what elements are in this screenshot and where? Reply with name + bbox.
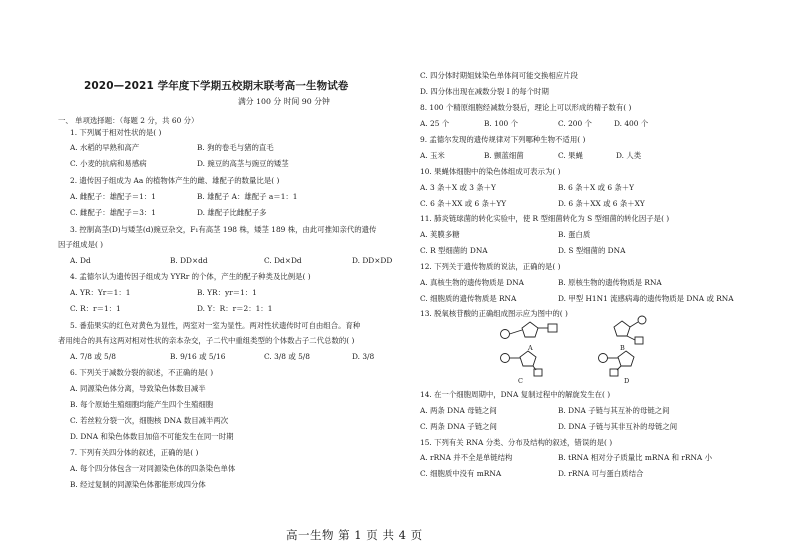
- nucleotide-diagram-c: [498, 348, 558, 378]
- nucleotide-diagram-b: [608, 313, 658, 347]
- q9-option-a: A. 玉米: [420, 151, 445, 160]
- q12-option-d: D. 甲型 H1N1 流感病毒的遗传物质是 DNA 或 RNA: [558, 294, 734, 303]
- diagram-label-a: A: [528, 344, 533, 352]
- q9-option-c: C. 果蝇: [558, 151, 583, 160]
- question-10: 10. 果蝇体细胞中的染色体组成可表示为( ): [420, 167, 561, 176]
- question-11: 11. 肺炎链球菌的转化实验中，使 R 型细菌转化为 S 型细菌的转化因子是( ): [420, 214, 670, 223]
- question-1: 1. 下列属于相对性状的是( ): [70, 128, 162, 137]
- q8-option-d: D. 400 个: [614, 119, 649, 128]
- q12-option-b: B. 原核生物的遗传物质是 RNA: [558, 278, 662, 287]
- q2-option-d: D. 雄配子比雌配子多: [197, 208, 267, 217]
- q10-option-b: B. 6 条＋X 或 6 条＋Y: [558, 183, 635, 192]
- q6-option-c: C. 若丝粒分裂一次，细胞核 DNA 数目减半两次: [70, 416, 229, 425]
- q2-option-b: B. 雄配子 A：雄配子 a＝1：1: [197, 192, 298, 201]
- q4-option-d: D. Y：R：r＝2：1：1: [197, 304, 273, 313]
- nucleotide-diagram-a: [498, 319, 568, 343]
- question-5-cont: 者用纯合的具有这两对相对性状的亲本杂交，子二代中重组类型的个体数占子二代总数的( ): [58, 336, 355, 345]
- question-3-cont: 因子组成是( ): [58, 240, 104, 249]
- q6-option-d: D. DNA 和染色体数目加倍不可能发生在同一时期: [70, 432, 234, 441]
- q10-option-a: A. 3 条＋X 或 3 条＋Y: [420, 183, 496, 192]
- q3-option-b: B. DD×dd: [170, 256, 208, 265]
- exam-subtitle: 满分 100 分 时间 90 分钟: [238, 97, 330, 106]
- question-12: 12. 下列关于遗传物质的说法，正确的是( ): [420, 262, 561, 271]
- q3-option-d: D. DD×DD: [352, 256, 393, 265]
- q14-option-b: B. DNA 子链与其互补的母链之间: [558, 406, 670, 415]
- nucleotide-diagram-d: [596, 348, 656, 378]
- diagram-label-c: C: [518, 377, 523, 385]
- question-3: 3. 控制高茎(D)与矮茎(d)豌豆杂交，F₁有高茎 198 株，矮茎 189 株，由此可推知亲代的遗传: [70, 225, 377, 234]
- q14-option-a: A. 两条 DNA 母链之间: [420, 406, 497, 415]
- q1-option-d: D. 豌豆的高茎与豌豆的矮茎: [197, 159, 289, 168]
- q15-option-d: D. rRNA 可与蛋白质结合: [558, 469, 644, 478]
- q15-option-b: B. tRNA 相对分子质量比 mRNA 和 rRNA 小: [558, 453, 713, 462]
- q5-option-a: A. 7/8 或 5/8: [70, 352, 116, 361]
- q15-option-a: A. rRNA 并不全是单链结构: [420, 453, 513, 462]
- q11-option-a: A. 荚膜多糖: [420, 230, 460, 239]
- q7-option-c: C. 四分体时期姐妹染色单体间可能交换相应片段: [420, 71, 578, 80]
- q12-option-c: C. 细胞质的遗传物质是 RNA: [420, 294, 517, 303]
- q3-option-c: C. Dd×Dd: [264, 256, 302, 265]
- diagram-label-d: D: [624, 377, 630, 385]
- diagram-label-b: B: [620, 344, 625, 352]
- question-8: 8. 100 个精原细胞经减数分裂后，理论上可以形成的精子数有( ): [420, 103, 632, 112]
- question-6: 6. 下列关于减数分裂的叙述，不正确的是( ): [70, 368, 214, 377]
- question-7: 7. 下列有关四分体的叙述，正确的是( ): [70, 448, 199, 457]
- q1-option-b: B. 狗的卷毛与猪的直毛: [197, 143, 274, 152]
- q9-option-d: D. 人类: [616, 151, 642, 160]
- question-2: 2. 遗传因子组成为 Aa 的植物体产生的雌、雄配子的数量比是( ): [70, 176, 280, 185]
- q8-option-b: B. 100 个: [484, 119, 518, 128]
- q7-option-d: D. 四分体出现在减数分裂 I 的每个时期: [420, 87, 549, 96]
- q5-option-b: B. 9/16 或 5/16: [170, 352, 226, 361]
- q11-option-b: B. 蛋白质: [558, 230, 591, 239]
- q5-option-d: D. 3/8: [352, 352, 375, 361]
- q9-option-b: B. 颤蓝细菌: [484, 151, 524, 160]
- q15-option-c: C. 细胞质中没有 mRNA: [420, 469, 502, 478]
- question-9: 9. 孟德尔发现的遗传规律对下列哪种生物不适用( ): [420, 135, 586, 144]
- q4-option-a: A. YR：Yr＝1：1: [70, 288, 131, 297]
- q10-option-c: C. 6 条＋XX 或 6 条＋YY: [420, 199, 507, 208]
- q2-option-c: C. 雌配子：雄配子＝3：1: [70, 208, 157, 217]
- q12-option-a: A. 真核生物的遗传物质是 DNA: [420, 278, 525, 287]
- q14-option-d: D. DNA 子链与其非互补的母链之间: [558, 422, 678, 431]
- q6-option-b: B. 每个原始生殖细胞均能产生四个生殖细胞: [70, 400, 214, 409]
- q1-option-a: A. 水稻的早熟和高产: [70, 143, 140, 152]
- page-footer: 高一生物 第 1 页 共 4 页: [286, 528, 423, 542]
- q11-option-d: D. S 型细菌的 DNA: [558, 246, 626, 255]
- q5-option-c: C. 3/8 或 5/8: [264, 352, 310, 361]
- question-5: 5. 番茄果实的红色对黄色为显性，两室对一室为显性。两对性状遗传时可自由组合。育种: [70, 321, 361, 330]
- section-heading: 一、 单项选择题：（每题 2 分，共 60 分）: [58, 116, 199, 125]
- question-4: 4. 孟德尔认为遗传因子组成为 YYRr 的个体，产生的配子种类及比例是( ): [70, 272, 311, 281]
- q11-option-c: C. R 型细菌的 DNA: [420, 246, 488, 255]
- question-13: 13. 脱氧核苷酸的正确组成图示应为图中的( ): [420, 309, 568, 318]
- q6-option-a: A. 同源染色体分离，导致染色体数目减半: [70, 384, 206, 393]
- q7-option-a: A. 每个四分体包含一对同源染色体的四条染色单体: [70, 464, 236, 473]
- q4-option-b: B. YR：yr＝1：1: [197, 288, 257, 297]
- q14-option-c: C. 两条 DNA 子链之间: [420, 422, 497, 431]
- q8-option-a: A. 25 个: [420, 119, 450, 128]
- q8-option-c: C. 200 个: [558, 119, 592, 128]
- question-15: 15. 下列有关 RNA 分类、分布及结构的叙述，错误的是( ): [420, 438, 613, 447]
- q3-option-a: A. Dd: [70, 256, 91, 265]
- q1-option-c: C. 小麦的抗病和易感病: [70, 159, 147, 168]
- q4-option-c: C. R：r＝1：1: [70, 304, 121, 313]
- q10-option-d: D. 6 条＋XX 或 6 条＋XY: [558, 199, 645, 208]
- exam-title: 2020—2021 学年度下学期五校期末联考高一生物试卷: [84, 80, 349, 92]
- q2-option-a: A. 雌配子：雄配子＝1：1: [70, 192, 156, 201]
- q7-option-b: B. 经过复制的同源染色体都能形成四分体: [70, 480, 206, 489]
- question-14: 14. 在一个细胞周期中，DNA 复制过程中的解旋发生在( ): [420, 390, 611, 399]
